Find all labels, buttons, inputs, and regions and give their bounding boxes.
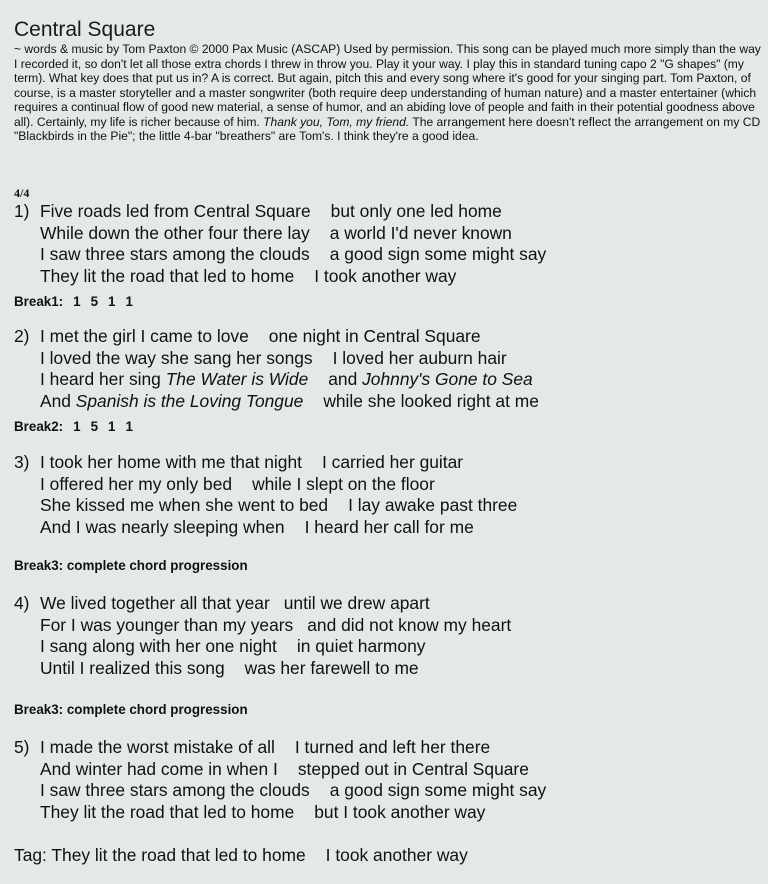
lyric-b: was her farewell to me [244, 657, 419, 678]
break-2 [14, 419, 133, 435]
lyric-b: while I slept on the floor [252, 473, 435, 494]
lyric-a: I heard her sing [40, 369, 166, 389]
verse-line [14, 223, 546, 245]
verse-number: 1) [14, 201, 30, 221]
lyric-a: Until I realized this song [40, 657, 225, 678]
verse-line [14, 266, 546, 288]
intro-thanks: Thank you, Tom, my friend. [263, 114, 410, 129]
lyric-b: but I took another way [314, 801, 486, 822]
intro-text-1: ~ words & music by Tom Paxton © 2000 Pax Music (ASCAP) Used by permission. This song can be played much more simply than the way I recorded it, so don't let all those extra chords I threw in throw you. Play it your way. I play this in standard tuning capo 2 "G shapes" (my term). What key does that put us in? A is correct. But again, pitch this and every song where it's good for your singing part. Tom Paxton, of course, is a master storyteller and a master songwriter (both require deep understanding of human nature) and a master entertainer (which requires a continual flow of good new material, a sense of humor, and an abiding love of people and faith in their potential goodness above all). Certainly, my life is richer because of him. [14, 42, 761, 129]
song-title-ref: Spanish is the Loving Tongue [75, 390, 304, 411]
lyric-b: I turned and left her there [294, 737, 491, 757]
verse-number: 2) [14, 326, 30, 346]
lyric-a: I loved the way she sang her songs [40, 347, 313, 368]
lyric-b: but only one led home [330, 201, 502, 221]
verse-line [14, 615, 511, 637]
lyric-b: in quiet harmony [296, 636, 426, 656]
chord: 1 [108, 419, 116, 434]
lyric-a: We lived together all that year [40, 593, 270, 613]
verse-line [14, 326, 539, 348]
verse-line [14, 452, 517, 474]
lyric-a: Five roads led from Central Square [40, 201, 311, 221]
song-title-ref: The Water is Wide [165, 369, 309, 389]
lyric-b: stepped out in Central Square [297, 758, 529, 779]
lyric-a: I offered her my only bed [40, 473, 233, 494]
lyric-a: For I was younger than my years [40, 614, 294, 635]
verse-line [14, 759, 546, 781]
break-4: Break3: complete chord progression [14, 702, 248, 717]
verse-number: 5) [14, 737, 30, 757]
lyric-a: I sang along with her one night [40, 636, 277, 656]
verse-line [14, 737, 546, 759]
chord: 5 [90, 294, 99, 309]
chord: 1 [73, 419, 81, 434]
lyric-b: I lay awake past three [348, 495, 518, 515]
song-title: Central Square [14, 18, 156, 41]
verse-line [14, 244, 546, 266]
song-title-ref: Johnny's Gone to Sea [362, 369, 533, 389]
verse-1 [14, 201, 546, 287]
lyric-a: I took her home with me that night [40, 452, 302, 472]
verse-number: 4) [14, 593, 30, 613]
lyric-a: I saw three stars among the clouds [40, 244, 310, 264]
lyric-b: I took another way [325, 845, 468, 865]
break-label: Break2: [14, 419, 64, 434]
lyric-a: And winter had come in when I [40, 758, 278, 779]
lyric-a: I saw three stars among the clouds [40, 780, 310, 800]
verse-4 [14, 593, 511, 679]
lyric-b: I loved her auburn hair [332, 347, 507, 368]
tag-label: Tag: [14, 845, 47, 865]
lyric-b: I heard her call for me [304, 516, 474, 537]
verse-line [14, 369, 539, 391]
verse-line [14, 593, 511, 615]
chord: 5 [90, 419, 99, 434]
lyric-a: I made the worst mistake of all [40, 737, 275, 757]
break-3: Break3: complete chord progression [14, 558, 248, 573]
lyric-b: I carried her guitar [321, 452, 464, 472]
lyric-a: And I was nearly sleeping when [40, 516, 285, 537]
verse-5 [14, 737, 546, 823]
lyric-b: one night in Central Square [268, 326, 481, 346]
chord: 1 [125, 419, 133, 434]
lyric-a: While down the other four there lay [40, 222, 310, 243]
lyric-b: until we drew apart [283, 593, 430, 613]
lyric-b: I took another way [314, 265, 457, 286]
lyric-b: while she looked right at me [323, 390, 539, 411]
break-1 [14, 294, 133, 310]
verse-2 [14, 326, 539, 412]
chord: 1 [108, 294, 116, 309]
lyric-b: and did not know my heart [307, 614, 512, 635]
verse-line [14, 495, 517, 517]
lyric-b: a world I'd never known [329, 222, 512, 243]
verse-line [14, 201, 546, 223]
tag-line [14, 845, 468, 866]
lyric-a: They lit the road that led to home [40, 265, 295, 286]
lyric-a: They lit the road that led to home [51, 845, 306, 865]
lyric-a: She kissed me when she went to bed [40, 495, 329, 515]
verse-line [14, 517, 517, 539]
verse-line [14, 780, 546, 802]
chord: 1 [73, 294, 81, 309]
lyric-b: and [328, 369, 363, 389]
lyric-a: I met the girl I came to love [40, 326, 249, 346]
lyric-b: a good sign some might say [329, 780, 547, 800]
verse-line [14, 658, 511, 680]
intro-text-2: The arrangement here doesn't reflect the arrangement on my CD "Blackbirds in the Pie"; the little 4-bar "breathers" are Tom's. I think they're a good idea. [14, 114, 761, 143]
lyric-a: And [40, 390, 76, 411]
verse-line [14, 474, 517, 496]
verse-line [14, 391, 539, 413]
lyric-b: a good sign some might say [329, 244, 547, 264]
verse-line [14, 802, 546, 824]
verse-number: 3) [14, 452, 30, 472]
verse-3 [14, 452, 517, 538]
verse-line [14, 636, 511, 658]
chord: 1 [125, 294, 133, 309]
lyric-a: They lit the road that led to home [40, 801, 295, 822]
intro-paragraph [14, 42, 766, 144]
break-label: Break1: [14, 294, 64, 309]
verse-line [14, 348, 539, 370]
time-signature: 4/4 [14, 186, 30, 200]
